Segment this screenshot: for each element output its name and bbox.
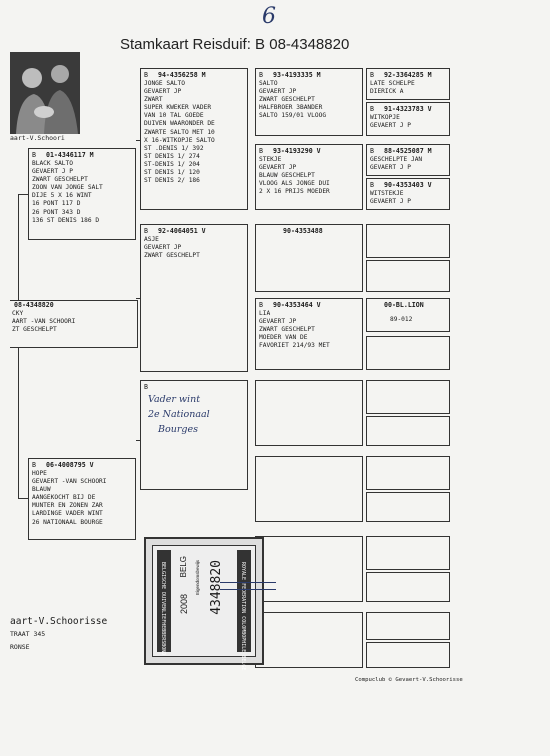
empty-pedigree-box <box>366 224 450 258</box>
fff-prefix: B <box>259 71 263 79</box>
ffmf-ring: 88-4525087 M <box>383 147 432 155</box>
owner-city: RONSE <box>10 643 30 651</box>
father-line: GEVAERT J P <box>32 168 73 176</box>
fmm-line: ZWART GESCHELPT <box>259 326 315 334</box>
fmmf-ring: 00-BL.LION <box>384 301 424 309</box>
stamp-band <box>237 550 251 671</box>
ffmf-line: GESCHELPTE JAN <box>370 156 423 163</box>
father-prefix: B <box>32 151 36 159</box>
fmf-ring: 90-4353488 <box>283 227 323 235</box>
mother-line: BLAUW <box>32 486 51 494</box>
ff-line: ST .DENIS 1/ 392 <box>144 144 204 152</box>
ff-line: JONGE SALTO <box>144 80 185 87</box>
father-line: BLACK SALTO <box>32 160 73 167</box>
fffm-box <box>366 102 450 136</box>
ffm-line: STEKJE <box>259 156 282 163</box>
stamp-band-text: ROYALE FEDERATION COLOMBOPHILE BELGE <box>240 562 246 671</box>
father-line: ZOON VAN JONGE SALT <box>32 184 103 192</box>
stamp-band <box>157 550 171 656</box>
mother-line: AANGEKOCHT BIJ DE <box>32 494 96 502</box>
fmm-box <box>255 298 363 370</box>
stamp-year: 2008 <box>179 594 189 615</box>
ffmm-ring: 90-4353403 V <box>383 181 432 189</box>
ff-line: ZWARTE SALTO MET 10 <box>144 128 215 136</box>
fm-prefix: B <box>144 227 148 235</box>
fff-line: GEVAERT JP <box>259 88 297 96</box>
father-line: 16 PONT 117 D <box>32 200 81 208</box>
handwritten-note-line: Vader wint <box>148 394 201 405</box>
fff-ring: 93-4193335 M <box>272 71 321 79</box>
mother-box <box>28 458 136 540</box>
empty-pedigree-box <box>366 492 450 522</box>
mother-line: 26 NATIONAAL BOURGE <box>32 518 103 526</box>
ffmm-prefix: B <box>370 181 374 189</box>
fffm-prefix: B <box>370 105 374 113</box>
connector-line <box>18 194 19 300</box>
empty-pedigree-box <box>255 612 363 668</box>
fm-line: ASJE <box>144 236 159 243</box>
fm-line: GEVAERT JP <box>144 244 182 252</box>
ffmm-line: GEVAERT J P <box>370 198 411 206</box>
ffm-line: BLAUW GESCHELPT <box>259 172 315 180</box>
empty-pedigree-box <box>255 536 363 602</box>
father-line: 26 PONT 343 D <box>32 208 81 216</box>
handwritten-note-line: Bourges <box>158 424 198 435</box>
fm-ring: 92-4064051 V <box>157 227 206 235</box>
fmmf-line: 89-012 <box>390 316 413 323</box>
fmm-line: GEVAERT JP <box>259 318 297 326</box>
ffmf-line: GEVAERT J P <box>370 164 411 172</box>
grandfather-paternal-box <box>140 68 248 210</box>
empty-pedigree-box <box>366 642 450 668</box>
fmm-line: FAVORIET 214/93 MET <box>259 342 330 350</box>
fffm-line: WITKOPJE <box>370 114 400 121</box>
empty-pedigree-box <box>366 336 450 370</box>
fmf-box <box>255 224 363 292</box>
ffff-ring: 92-3364285 M <box>383 71 432 79</box>
empty-pedigree-box <box>366 612 450 640</box>
ffm-line: VLOOG ALS JONGE DUI <box>259 180 330 188</box>
empty-pedigree-box <box>366 456 450 490</box>
ffm-prefix: B <box>259 147 263 155</box>
connector-line <box>136 140 140 141</box>
connector-line <box>18 348 19 498</box>
ff-line: ST DENIS 1/ 274 <box>144 152 200 160</box>
subject-line: AART -VAN SCHOORI <box>12 318 76 326</box>
fmm-prefix: B <box>259 301 263 309</box>
ff-line: VAN 10 TAL GOEDE <box>144 112 204 120</box>
fm-line: ZWART GESCHELPT <box>144 252 200 260</box>
ffm-ring: 93-4193290 V <box>272 147 321 155</box>
mother-prefix: B <box>32 461 36 469</box>
fffm-line: GEVAERT J P <box>370 122 411 130</box>
subject-line: ZT GESCHELPT <box>12 326 57 334</box>
father-ring: 01-4346117 M <box>45 151 94 159</box>
father-line: ZWART GESCHELPT <box>32 176 88 184</box>
ff-ring: 94-4356258 M <box>157 71 206 79</box>
father-line: 136 ST DENIS 186 D <box>32 216 100 224</box>
page-title: Stamkaart Reisduif: B 08-4348820 <box>120 36 350 53</box>
connector-line <box>18 498 28 499</box>
stamp-small-text: Eigendomsbewijs <box>195 560 200 596</box>
mother-ring: 06-4008795 V <box>45 461 94 469</box>
ff-line: GEVAERT JP <box>144 88 182 96</box>
mother-line: MUNTER EN ZONEN ZAR <box>32 502 103 510</box>
owner-name: aart-V.Schoorisse <box>10 616 108 627</box>
owner-street: TRAAT 345 <box>10 630 46 638</box>
fff-line: ZWART GESCHELPT <box>259 96 315 104</box>
connector-line <box>18 194 28 195</box>
fmm-ring: 90-4353464 V <box>272 301 321 309</box>
ffm-line: GEVAERT JP <box>259 164 297 172</box>
mother-line: LARDINGE VADER WINT <box>32 510 103 518</box>
handwritten-number: 6 <box>262 4 276 29</box>
ff-line: DUIVEN WAARONDER DE <box>144 120 215 128</box>
ff-prefix: B <box>144 71 148 79</box>
empty-pedigree-box <box>255 456 363 522</box>
connector-line <box>136 298 140 299</box>
ffmf-prefix: B <box>370 147 374 155</box>
fff-box <box>255 68 363 136</box>
subject-ring: 08-4348820 <box>14 301 54 309</box>
mother-line: HOPE <box>32 470 47 477</box>
subject-line: CKY <box>12 310 24 317</box>
ff-line: ZWART <box>144 96 163 104</box>
subject-box <box>10 300 138 348</box>
connector-line <box>136 440 140 441</box>
owner-photo <box>10 52 80 134</box>
empty-pedigree-box <box>366 416 450 446</box>
fmm-line: LIA <box>259 310 271 317</box>
ff-line: SUPER KWEKER VADER <box>144 104 212 112</box>
ffm-box <box>255 144 363 210</box>
empty-pedigree-box <box>255 380 363 446</box>
ownership-stamp <box>144 537 264 671</box>
ffff-prefix: B <box>370 71 374 79</box>
grandfather-maternal-box <box>140 380 248 490</box>
handwritten-note-line: 2e Nationaal <box>148 409 210 420</box>
stamp-band-text: BELGISCHE DUIVENLIEFHEBBERSBOND <box>160 562 166 656</box>
ffmf-box <box>366 144 450 176</box>
ffm-line: 2 X 16 PRIJS MOEDER <box>259 188 330 196</box>
ffff-box <box>366 68 450 100</box>
ffff-line: DIERICK A <box>370 88 404 96</box>
photo-caption: aart-V.Schoori <box>10 134 65 142</box>
handwritten-mark <box>220 582 276 590</box>
empty-pedigree-box <box>366 536 450 570</box>
empty-pedigree-box <box>366 572 450 602</box>
ff-line: ST-DENIS 1/ 204 <box>144 160 200 168</box>
stamp-country: BELG <box>179 556 188 578</box>
father-line: DIJE 5 X 16 WINT <box>32 192 92 200</box>
fff-line: SALTO <box>259 80 278 87</box>
ff-line: ST DENIS 1/ 120 <box>144 169 200 177</box>
ffmm-box <box>366 178 450 210</box>
father-box <box>28 148 136 240</box>
grandmother-paternal-box <box>140 224 248 372</box>
fff-line: HALFBROER 3BANDER <box>259 104 323 112</box>
fmm-line: MOEDER VAN DE <box>259 334 308 342</box>
mf-prefix: B <box>144 383 148 391</box>
fff-line: SALTO 159/01 VLOOG <box>259 112 327 120</box>
empty-pedigree-box <box>366 380 450 414</box>
ffmm-line: WITSTEKJE <box>370 190 404 197</box>
empty-pedigree-box <box>366 260 450 292</box>
fffm-ring: 91-4323783 V <box>383 105 432 113</box>
mother-line: GEVAERT -VAN SCHOORI <box>32 478 107 486</box>
footer-credit: Compuclub © Gevaert-V.Schoorisse <box>355 677 463 683</box>
ff-line: X 16-WITKOPJE SALTO <box>144 136 215 144</box>
fmmf-box <box>366 298 450 332</box>
stamp-ring-number: 4348820 <box>209 560 224 615</box>
ffff-line: LATE SCHELPE <box>370 80 415 87</box>
ff-line: ST DENIS 2/ 186 <box>144 177 200 185</box>
